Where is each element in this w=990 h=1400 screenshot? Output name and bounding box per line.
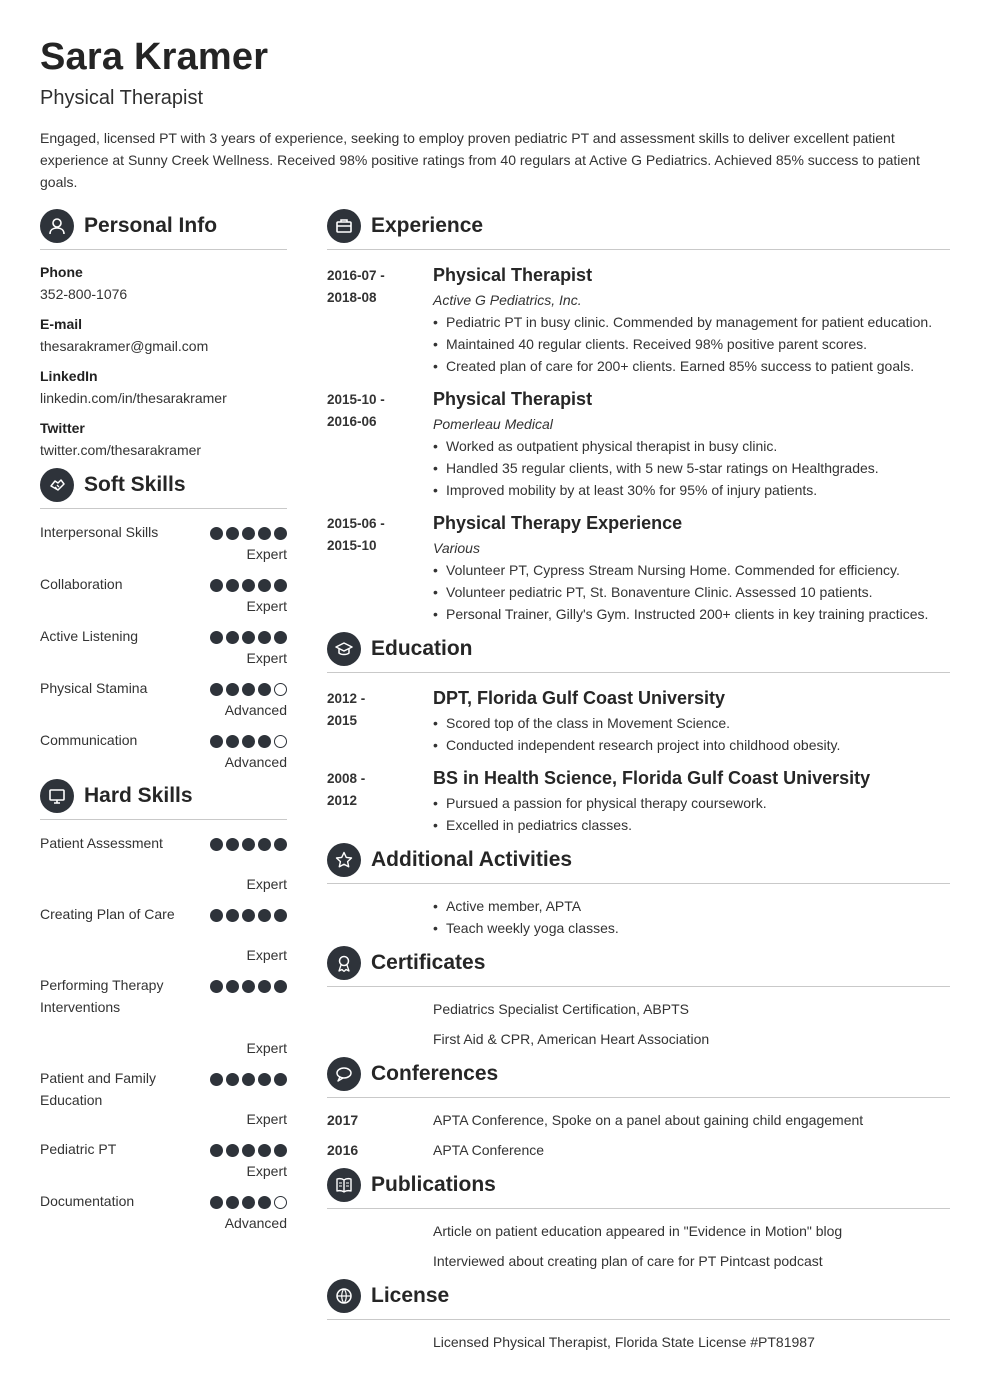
rating-dot-filled <box>226 527 239 540</box>
soft-skills-heading <box>40 469 287 509</box>
rating-dot-filled <box>210 1073 223 1086</box>
rating-dot-filled <box>274 909 287 922</box>
skill-name: Pediatric PT <box>40 1141 117 1157</box>
skill-rating <box>210 1073 287 1086</box>
section-title: Soft Skills <box>84 472 186 496</box>
bullet-item: • Worked as outpatient physical therapist in busy clinic. <box>433 435 879 457</box>
skill-level: Advanced <box>224 754 287 770</box>
section-title: Education <box>371 636 473 660</box>
bullet-item: • Personal Trainer, Gilly's Gym. Instructed 200+ clients in key training practices. <box>433 603 928 625</box>
bullet-item: • Created plan of care for 200+ clients. Earned 85% success to patient goals. <box>433 355 932 377</box>
publications-heading <box>327 1169 950 1209</box>
rating-dot-filled <box>210 838 223 851</box>
briefcase-icon <box>327 209 361 243</box>
rating-dot-filled <box>226 980 239 993</box>
handshake-icon <box>40 468 74 502</box>
skill-level: Expert <box>246 1111 287 1127</box>
rating-dot-filled <box>258 1196 271 1209</box>
bullet-item: • Maintained 40 regular clients. Received 98% positive parent scores. <box>433 333 932 355</box>
rating-dot-filled <box>258 631 271 644</box>
rating-dot-filled <box>210 579 223 592</box>
skill-name: Patient and Family Education <box>40 1070 156 1108</box>
rating-dot-empty <box>274 1196 287 1209</box>
section-title: Conferences <box>371 1061 499 1085</box>
job-role: Physical Therapist <box>433 265 593 285</box>
skill-name: Collaboration <box>40 576 123 592</box>
personal-info-heading <box>40 210 287 250</box>
edu-date-start: 2012 - <box>327 691 366 706</box>
rating-dot-filled <box>210 527 223 540</box>
rating-dot-filled <box>242 1073 255 1086</box>
rating-dot-filled <box>274 527 287 540</box>
rating-dot-filled <box>258 735 271 748</box>
section-title: Personal Info <box>84 213 218 237</box>
rating-dot-filled <box>226 735 239 748</box>
job-date-start: 2016-07 - <box>327 268 385 283</box>
rating-dot-filled <box>274 1073 287 1086</box>
skill-level: Expert <box>246 1040 287 1056</box>
rating-dot-filled <box>258 1073 271 1086</box>
edu-degree: DPT, Florida Gulf Coast University <box>433 688 726 708</box>
rating-dot-filled <box>226 1073 239 1086</box>
rating-dot-filled <box>242 909 255 922</box>
section-title: Publications <box>371 1172 496 1196</box>
rating-dot-filled <box>258 980 271 993</box>
open-book-icon <box>327 1168 361 1202</box>
rating-dot-filled <box>210 683 223 696</box>
bullet-item: • Improved mobility by at least 30% for 95% of injury patients. <box>433 479 879 501</box>
rating-dot-filled <box>210 909 223 922</box>
bullet-item: • Conducted independent research project into childhood obesity. <box>433 734 840 756</box>
certificate-item: Pediatrics Specialist Certification, ABPTS <box>433 1001 689 1017</box>
edu-date-end: 2015 <box>327 713 358 728</box>
skill-level: Advanced <box>224 1215 287 1231</box>
job-company: Active G Pediatrics, Inc. <box>433 292 582 308</box>
rating-dot-filled <box>210 1196 223 1209</box>
summary: Engaged, licensed PT with 3 years of experience, seeking to employ proven pediatric PT and assessment skills to deliver excellent patient experience at Sunny Creek Wellness. Received 98% positive ratings from 40 regulars at Active G Pediatrics. Achieved 85% success to patient goals. <box>40 130 920 190</box>
rating-dot-filled <box>210 980 223 993</box>
rating-dot-filled <box>258 838 271 851</box>
rating-dot-filled <box>258 579 271 592</box>
skill-name: Interpersonal Skills <box>40 524 159 540</box>
conference-year: 2017 <box>327 1112 359 1128</box>
rating-dot-filled <box>210 631 223 644</box>
bullet-item: • Teach weekly yoga classes. <box>433 917 619 939</box>
rating-dot-filled <box>242 1196 255 1209</box>
phone-label: Phone <box>40 264 83 280</box>
rating-dot-filled <box>226 838 239 851</box>
edu-date-start: 2008 - <box>327 771 366 786</box>
rating-dot-filled <box>274 980 287 993</box>
rating-dot-empty <box>274 735 287 748</box>
rating-dot-filled <box>258 683 271 696</box>
linkedin-label: LinkedIn <box>40 368 98 384</box>
job-title: Physical Therapist <box>40 87 204 109</box>
skill-rating <box>210 838 287 851</box>
job-company: Various <box>433 540 480 556</box>
skill-name: Performing Therapy Interventions <box>40 977 164 1015</box>
skill-level: Expert <box>246 1163 287 1179</box>
rating-dot-filled <box>226 683 239 696</box>
rating-dot-filled <box>258 909 271 922</box>
job-bullets <box>433 559 928 625</box>
conferences-heading <box>327 1058 950 1098</box>
section-title: Additional Activities <box>371 847 573 871</box>
skill-name: Active Listening <box>40 628 139 644</box>
rating-dot-filled <box>242 631 255 644</box>
edu-date-end: 2012 <box>327 793 358 808</box>
rating-dot-filled <box>242 838 255 851</box>
section-title: Experience <box>371 213 484 237</box>
skill-name: Communication <box>40 732 138 748</box>
bullet-item: • Volunteer PT, Cypress Stream Nursing Home. Commended for efficiency. <box>433 559 928 581</box>
rating-dot-empty <box>274 683 287 696</box>
rating-dot-filled <box>226 579 239 592</box>
email-value: thesarakramer@gmail.com <box>40 338 209 354</box>
edu-bullets <box>433 712 840 756</box>
skill-name: Patient Assessment <box>40 835 163 851</box>
job-bullets <box>433 435 879 501</box>
monitor-icon <box>40 779 74 813</box>
job-role: Physical Therapist <box>433 389 593 409</box>
candidate-name: Sara Kramer <box>40 36 269 78</box>
skill-rating <box>210 1196 287 1209</box>
rating-dot-filled <box>210 735 223 748</box>
hard-skills-heading <box>40 780 287 820</box>
conference-item: APTA Conference, Spoke on a panel about gaining child engagement <box>433 1112 864 1128</box>
phone-value: 352-800-1076 <box>40 286 128 302</box>
skill-rating <box>210 1144 287 1157</box>
bullet-item: • Excelled in pediatrics classes. <box>433 814 767 836</box>
license-item: Licensed Physical Therapist, Florida State License #PT81987 <box>433 1334 815 1350</box>
activities-heading <box>327 844 950 884</box>
license-heading <box>327 1280 950 1320</box>
skill-rating <box>210 631 287 644</box>
education-heading <box>327 633 950 673</box>
linkedin-value: linkedin.com/in/thesarakramer <box>40 390 227 406</box>
job-date-start: 2015-10 - <box>327 392 385 407</box>
section-title: Certificates <box>371 950 486 974</box>
rating-dot-filled <box>242 735 255 748</box>
rating-dot-filled <box>258 1144 271 1157</box>
bullet-item: • Active member, APTA <box>433 895 619 917</box>
rating-dot-filled <box>242 683 255 696</box>
skill-rating <box>210 579 287 592</box>
edu-bullets <box>433 792 767 836</box>
rating-dot-filled <box>226 631 239 644</box>
rating-dot-filled <box>274 838 287 851</box>
skill-rating <box>210 980 287 993</box>
twitter-value: twitter.com/thesarakramer <box>40 442 202 458</box>
edu-degree: BS in Health Science, Florida Gulf Coast University <box>433 768 871 788</box>
rating-dot-filled <box>274 631 287 644</box>
rating-dot-filled <box>242 980 255 993</box>
job-bullets <box>433 311 932 377</box>
rating-dot-filled <box>210 1144 223 1157</box>
bullet-item: • Volunteer pediatric PT, St. Bonaventure Clinic. Assessed 10 patients. <box>433 581 928 603</box>
rating-dot-filled <box>258 527 271 540</box>
job-company: Pomerleau Medical <box>433 416 553 432</box>
rating-dot-filled <box>274 1144 287 1157</box>
activities-bullets <box>433 895 619 939</box>
certificate-item: First Aid & CPR, American Heart Association <box>433 1031 710 1047</box>
job-date-end: 2015-10 <box>327 538 377 553</box>
skill-level: Expert <box>246 546 287 562</box>
bullet-item: • Scored top of the class in Movement Science. <box>433 712 840 734</box>
award-ribbon-icon <box>327 946 361 980</box>
section-title: Hard Skills <box>84 783 193 807</box>
certificates-heading <box>327 947 950 987</box>
job-role: Physical Therapy Experience <box>433 513 683 533</box>
skill-level: Expert <box>246 650 287 666</box>
globe-icon <box>327 1279 361 1313</box>
skill-level: Advanced <box>224 702 287 718</box>
skill-name: Documentation <box>40 1193 135 1209</box>
publication-item: Interviewed about creating plan of care for PT Pintcast podcast <box>433 1253 823 1269</box>
speech-bubble-icon <box>327 1057 361 1091</box>
skill-level: Expert <box>246 876 287 892</box>
skill-rating <box>210 735 287 748</box>
rating-dot-filled <box>242 1144 255 1157</box>
job-date-start: 2015-06 - <box>327 516 385 531</box>
bullet-item: • Pursued a passion for physical therapy coursework. <box>433 792 767 814</box>
section-title: License <box>371 1283 450 1307</box>
skill-rating <box>210 909 287 922</box>
graduation-cap-icon <box>327 632 361 666</box>
publication-item: Article on patient education appeared in "Evidence in Motion" blog <box>433 1223 843 1239</box>
rating-dot-filled <box>242 579 255 592</box>
job-date-end: 2016-06 <box>327 414 377 429</box>
conference-item: APTA Conference <box>433 1142 545 1158</box>
skill-rating <box>210 683 287 696</box>
skill-level: Expert <box>246 947 287 963</box>
experience-heading <box>327 210 950 250</box>
rating-dot-filled <box>226 909 239 922</box>
conference-year: 2016 <box>327 1142 359 1158</box>
twitter-label: Twitter <box>40 420 85 436</box>
user-icon <box>40 209 74 243</box>
rating-dot-filled <box>242 527 255 540</box>
rating-dot-filled <box>226 1196 239 1209</box>
skill-rating <box>210 527 287 540</box>
bullet-item: • Handled 35 regular clients, with 5 new 5-star ratings on Healthgrades. <box>433 457 879 479</box>
star-icon <box>327 843 361 877</box>
rating-dot-filled <box>274 579 287 592</box>
skill-name: Creating Plan of Care <box>40 906 175 922</box>
skill-name: Physical Stamina <box>40 680 148 696</box>
skill-level: Expert <box>246 598 287 614</box>
bullet-item: • Pediatric PT in busy clinic. Commended by management for patient education. <box>433 311 932 333</box>
job-date-end: 2018-08 <box>327 290 377 305</box>
rating-dot-filled <box>226 1144 239 1157</box>
email-label: E-mail <box>40 316 83 332</box>
